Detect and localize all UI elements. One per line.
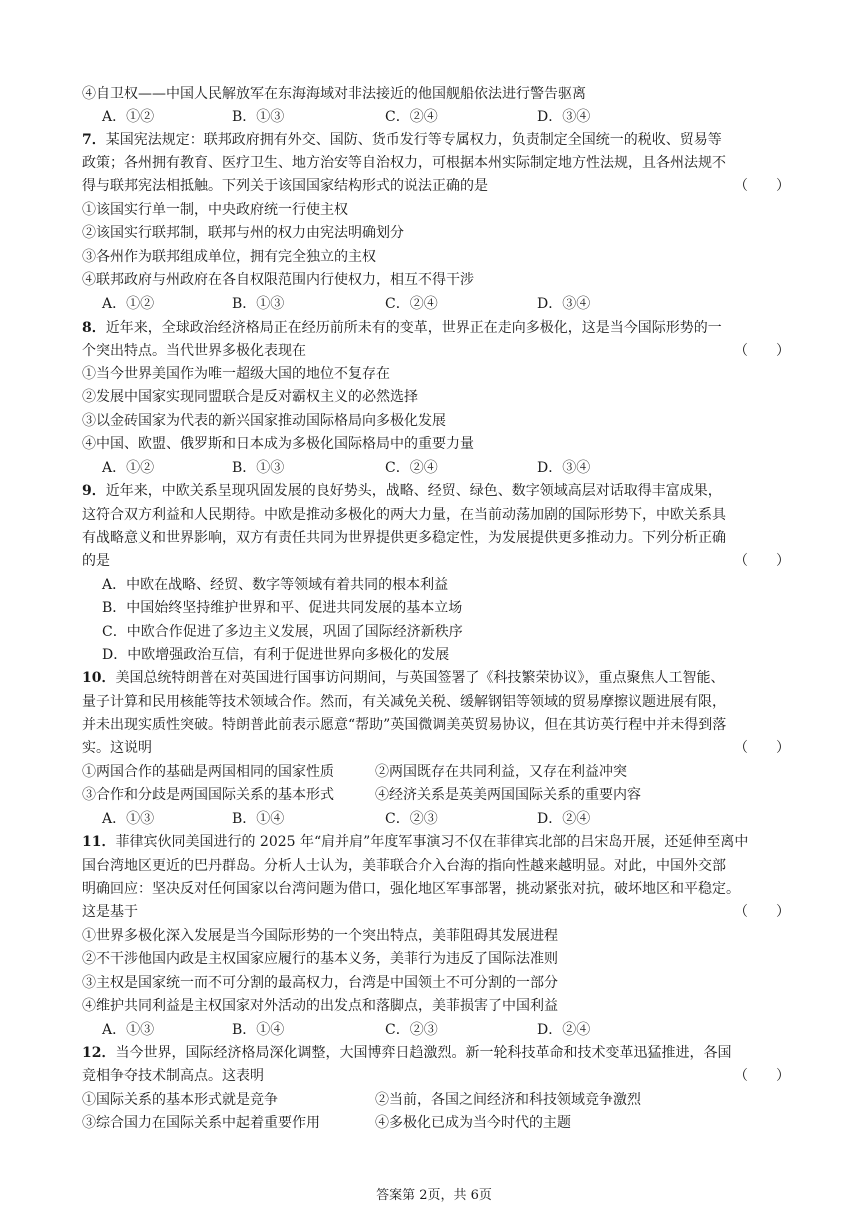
question-number: 10． bbox=[82, 670, 116, 686]
option-c: C．②③ bbox=[385, 1022, 438, 1038]
q7-item-2: ②该国实行联邦制，联邦与州的权力由宪法明确划分 bbox=[82, 225, 404, 241]
answer-blank: （ ） bbox=[734, 553, 790, 569]
option-d: D．③④ bbox=[537, 109, 591, 125]
option-b: B．①③ bbox=[232, 460, 285, 476]
answer-blank: （ ） bbox=[734, 904, 790, 920]
option-b: B．①③ bbox=[232, 109, 285, 125]
q9-choice-c: C．中欧合作促进了多边主义发展，巩固了国际经济新秩序 bbox=[102, 624, 463, 640]
q11-item-3: ③主权是国家统一而不可分割的最高权力，台湾是中国领土不可分割的一部分 bbox=[82, 975, 558, 991]
q9-stem-line-4: 的是 （ ） bbox=[82, 550, 788, 572]
q7-item-1: ①该国实行单一制，中央政府统一行使主权 bbox=[82, 202, 348, 218]
q8-stem-line-2: 个突出特点。当代世界多极化表现在 （ ） bbox=[82, 340, 788, 362]
answer-blank: （ ） bbox=[734, 740, 790, 756]
q12-item-4: ④多极化已成为当今时代的主题 bbox=[375, 1115, 571, 1131]
q8-item-2: ②发展中国家实现同盟联合是反对霸权主义的必然选择 bbox=[82, 389, 418, 405]
q8-stem-line-1: 8．近年来，全球政治经济格局正在经历前所未有的变革，世界正在走向多极化，这是当今国际形势的一 bbox=[82, 320, 722, 336]
q6-options bbox=[82, 106, 782, 128]
q8-item-3: ③以金砖国家为代表的新兴国家推动国际格局向多极化发展 bbox=[82, 413, 446, 429]
q10-stem-line-2: 量子计算和民用核能等技术领域合作。然而，有关减免关税、缓解钢铝等领域的贸易摩擦议题进展有限， bbox=[82, 694, 726, 710]
q7-stem-line-1: 7．某国宪法规定：联邦政府拥有外交、国防、货币发行等专属权力，负责制定全国统一的税收、贸易等 bbox=[82, 132, 722, 148]
answer-blank: （ ） bbox=[734, 1068, 790, 1084]
q8-item-4: ④中国、欧盟、俄罗斯和日本成为多极化国际格局中的重要力量 bbox=[82, 436, 474, 452]
q11-item-4: ④维护共同利益是主权国家对外活动的出发点和落脚点，美菲损害了中国利益 bbox=[82, 998, 558, 1014]
q7-stem-line-2: 政策；各州拥有教育、医疗卫生、地方治安等自治权力，可根据本州实际制定地方性法规，且各州法规不 bbox=[82, 155, 726, 171]
q12-item-1: ①国际关系的基本形式就是竞争 bbox=[82, 1092, 278, 1108]
q8-options bbox=[82, 457, 782, 479]
q12-items-row-2 bbox=[82, 1112, 782, 1134]
answer-blank: （ ） bbox=[734, 178, 790, 194]
option-a: A．①② bbox=[102, 109, 155, 125]
question-number: 12． bbox=[82, 1045, 116, 1061]
question-number: 7． bbox=[82, 132, 106, 148]
option-d: D．③④ bbox=[537, 460, 591, 476]
q10-items-row-2 bbox=[82, 784, 782, 806]
q11-stem-line-4: 这是基于 （ ） bbox=[82, 901, 788, 923]
q10-item-4: ④经济关系是英美两国国际关系的重要内容 bbox=[375, 787, 641, 803]
option-c: C．②④ bbox=[385, 109, 438, 125]
q10-options bbox=[82, 808, 782, 830]
option-a: A．①③ bbox=[102, 1022, 155, 1038]
option-c: C．②④ bbox=[385, 296, 438, 312]
q11-stem-line-1: 11．菲律宾伙同美国进行的 2025 年“肩并肩”年度军事演习不仅在菲律宾北部的吕宋岛开展，还延伸至离中 bbox=[82, 834, 749, 850]
question-number: 9． bbox=[82, 483, 106, 499]
q9-stem-line-1: 9．近年来，中欧关系呈现巩固发展的良好势头，战略、经贸、绿色、数字领域高层对话取得丰富成果， bbox=[82, 483, 722, 499]
q10-stem-line-1: 10．美国总统特朗普在对英国进行国事访问期间，与英国签署了《科技繁荣协议》，重点聚焦人工智能、 bbox=[82, 670, 725, 686]
option-d: D．②④ bbox=[537, 811, 591, 827]
q10-stem-line-3: 并未出现实质性突破。特朗普此前表示愿意“帮助”英国微调美英贸易协议，但在其访英行程中并未得到落 bbox=[82, 717, 727, 733]
q12-stem-line-1: 12．当今世界，国际经济格局深化调整，大国博弈日趋激烈。新一轮科技革命和技术变革迅猛推进，各国 bbox=[82, 1045, 732, 1061]
q10-item-1: ①两国合作的基础是两国相同的国家性质 bbox=[82, 764, 334, 780]
q9-choice-b: B．中国始终坚持维护世界和平、促进共同发展的基本立场 bbox=[102, 600, 463, 616]
option-d: D．③④ bbox=[537, 296, 591, 312]
q8-item-1: ①当今世界美国作为唯一超级大国的地位不复存在 bbox=[82, 366, 390, 382]
q7-options bbox=[82, 293, 782, 315]
q10-items-row-1 bbox=[82, 761, 782, 783]
option-b: B．①④ bbox=[232, 811, 285, 827]
q10-stem-line-4: 实。这说明 （ ） bbox=[82, 737, 788, 759]
q11-stem-line-2: 国台湾地区更近的巴丹群岛。分析人士认为，美菲联合介入台海的指向性越来越明显。对此，中国外交部 bbox=[82, 858, 726, 874]
page-footer: 答案第 2页，共 6页 bbox=[376, 1188, 492, 1203]
option-d: D．②④ bbox=[537, 1022, 591, 1038]
option-b: B．①④ bbox=[232, 1022, 285, 1038]
q12-stem-line-2: 竞相争夺技术制高点。这表明 （ ） bbox=[82, 1065, 788, 1087]
question-number: 8． bbox=[82, 320, 106, 336]
option-a: A．①③ bbox=[102, 811, 155, 827]
q9-stem-line-3: 有战略意义和世界影响，双方有责任共同为世界提供更多稳定性，为发展提供更多推动力。下列分析正确 bbox=[82, 530, 726, 546]
q11-stem-line-3: 明确回应：坚决反对任何国家以台湾问题为借口，强化地区军事部署，挑动紧张对抗，破坏地区和平稳定。 bbox=[82, 881, 740, 897]
answer-blank: （ ） bbox=[734, 343, 790, 359]
q9-choice-d: D．中欧增强政治互信，有利于促进世界向多极化的发展 bbox=[102, 647, 450, 663]
q12-items-row-1 bbox=[82, 1089, 782, 1111]
option-a: A．①② bbox=[102, 296, 155, 312]
q11-item-2: ②不干涉他国内政是主权国家应履行的基本义务，美菲行为违反了国际法准则 bbox=[82, 951, 558, 967]
q12-item-2: ②当前，各国之间经济和科技领域竞争激烈 bbox=[375, 1092, 641, 1108]
option-a: A．①② bbox=[102, 460, 155, 476]
q10-item-2: ②两国既存在共同利益，又存在利益冲突 bbox=[375, 764, 627, 780]
q9-stem-line-2: 这符合双方利益和人民期待。中欧是推动多极化的两大力量，在当前动荡加剧的国际形势下，中欧关系具 bbox=[82, 507, 726, 523]
q10-item-3: ③合作和分歧是两国国际关系的基本形式 bbox=[82, 787, 334, 803]
q7-item-4: ④联邦政府与州政府在各自权限范围内行使权力，相互不得干涉 bbox=[82, 272, 474, 288]
q12-item-3: ③综合国力在国际关系中起着重要作用 bbox=[82, 1115, 320, 1131]
q9-choice-a: A．中欧在战略、经贸、数字等领域有着共同的根本利益 bbox=[102, 577, 449, 593]
q11-item-1: ①世界多极化深入发展是当今国际形势的一个突出特点，美菲阻碍其发展进程 bbox=[82, 928, 558, 944]
q7-stem-line-3: 得与联邦宪法相抵触。下列关于该国国家结构形式的说法正确的是 （ ） bbox=[82, 175, 788, 197]
option-b: B．①③ bbox=[232, 296, 285, 312]
q11-options bbox=[82, 1019, 782, 1041]
option-c: C．②③ bbox=[385, 811, 438, 827]
question-number: 11． bbox=[82, 834, 116, 850]
q7-item-3: ③各州作为联邦组成单位，拥有完全独立的主权 bbox=[82, 249, 376, 265]
q6-item-4: ④自卫权——中国人民解放军在东海海域对非法接近的他国舰船依法进行警告驱离 bbox=[82, 86, 586, 102]
option-c: C．②④ bbox=[385, 460, 438, 476]
